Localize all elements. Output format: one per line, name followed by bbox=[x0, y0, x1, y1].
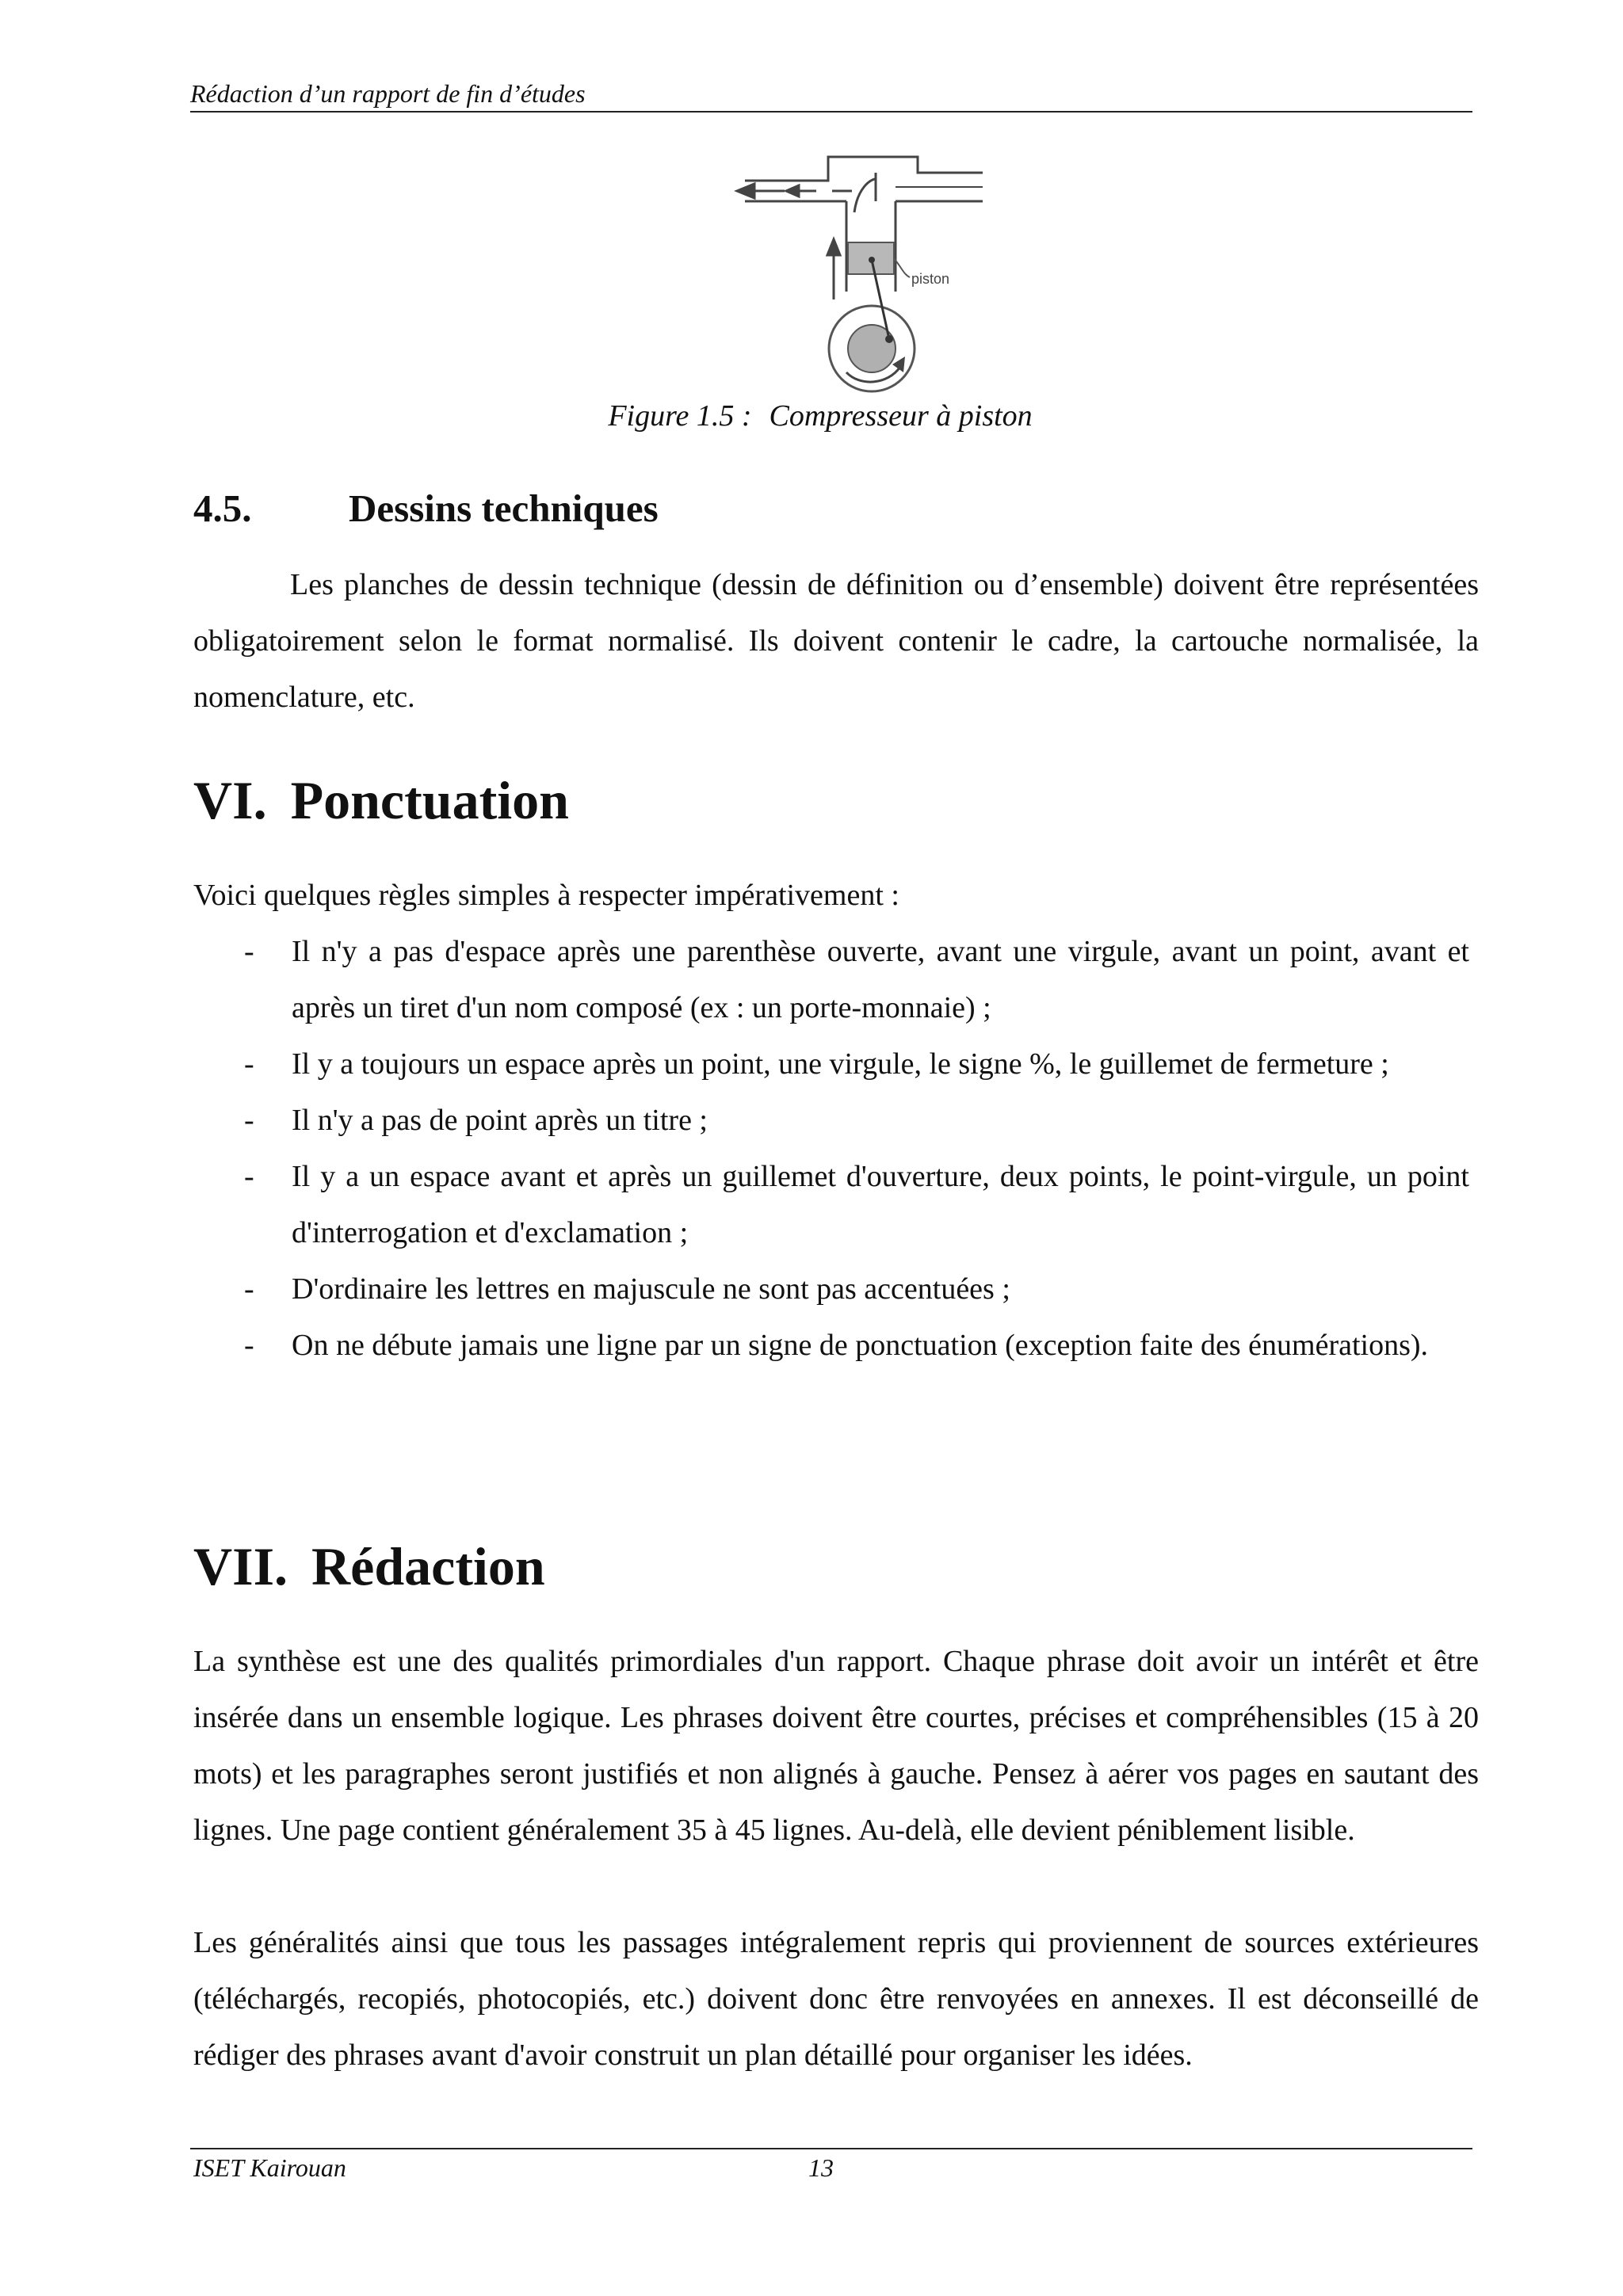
list-dash: - bbox=[244, 1047, 254, 1081]
stroke-arrow-head bbox=[827, 239, 840, 255]
piston-compressor-diagram bbox=[713, 141, 999, 395]
chapter-number: VI. bbox=[193, 770, 267, 830]
ponctuation-rules-list bbox=[193, 924, 1469, 1374]
figure-caption bbox=[0, 396, 1623, 436]
list-item: - Il n'y a pas d'espace après une parenthèse ouverte, avant une virgule, avant un point, avant et après un tiret d'un nom composé (ex : un porte-monnaie) ; bbox=[193, 924, 1469, 1036]
outlet-arrow-head-2 bbox=[786, 185, 799, 196]
rod-top-pin bbox=[869, 257, 875, 263]
list-item: - Il n'y a pas de point après un titre ; bbox=[193, 1093, 1469, 1149]
section-title: Dessins techniques bbox=[349, 486, 659, 530]
list-item: - D'ordinaire les lettres en majuscule ne sont pas accentuées ; bbox=[193, 1261, 1469, 1318]
list-dash: - bbox=[244, 1160, 254, 1193]
chapter-heading-redaction bbox=[193, 1535, 545, 1598]
footer-divider bbox=[190, 2148, 1472, 2149]
chapter-title: Ponctuation bbox=[290, 770, 569, 830]
list-item: - On ne débute jamais une ligne par un signe de ponctuation (exception faite des énumérations). bbox=[193, 1318, 1469, 1374]
list-dash: - bbox=[244, 1272, 254, 1306]
section-number: 4.5. bbox=[193, 486, 252, 530]
paragraph-dessins-techniques: Les planches de dessin technique (dessin de définition ou d’ensemble) doivent être représentées obligatoirement selon le format normalisé. Ils doivent contenir le cadre, la cartouche normalisée, la nomenclature, etc. bbox=[193, 568, 1479, 714]
piston-label: piston bbox=[911, 271, 950, 287]
list-dash: - bbox=[244, 1104, 254, 1137]
section-heading-4-5 bbox=[193, 485, 659, 532]
page-number: 13 bbox=[808, 2153, 834, 2182]
list-dash: - bbox=[244, 935, 254, 968]
valve-flap bbox=[854, 179, 876, 212]
chapter-title: Rédaction bbox=[311, 1536, 545, 1596]
list-dash: - bbox=[244, 1329, 254, 1362]
running-header: Rédaction d’un rapport de fin d’études bbox=[190, 79, 586, 108]
header-divider bbox=[190, 111, 1472, 113]
figure-number: Figure 1.5 : bbox=[608, 399, 752, 433]
list-item: - Il y a toujours un espace après un point, une virgule, le signe %, le guillemet de fermeture ; bbox=[193, 1036, 1469, 1093]
chapter-number: VII. bbox=[193, 1536, 288, 1596]
figure-caption-text: Compresseur à piston bbox=[769, 399, 1033, 433]
footer-institution: ISET Kairouan bbox=[193, 2153, 346, 2182]
paragraph-redaction-1: La synthèse est une des qualités primordiales d'un rapport. Chaque phrase doit avoir un intérêt et être insérée dans un ensemble logique. Les phrases doivent être courtes, précises et compréhensibles (15 à 20 mots) et les paragraphes seront justifiés et non alignés à gauche. Pensez à aérer vos pages en sautant des lignes. Une page contient généralement 35 à 45 lignes. Au-delà, elle devient péniblement lisible. bbox=[193, 1645, 1479, 1847]
rod-crank-pin bbox=[885, 335, 893, 343]
paragraph-redaction-2: Les généralités ainsi que tous les passages intégralement repris qui proviennent de sources extérieures (téléchargés, recopiés, photocopiés, etc.) doivent donc être renvoyées en annexes. Il est déconseillé de rédiger des phrases avant d'avoir construit un plan détaillé pour organiser les idées. bbox=[193, 1926, 1479, 2072]
list-item: - Il y a un espace avant et après un guillemet d'ouverture, deux points, le point-virgule, un point d'interrogation et d'exclamation ; bbox=[193, 1149, 1469, 1261]
ponctuation-intro: Voici quelques règles simples à respecter impérativement : bbox=[193, 879, 899, 912]
outlet-arrow-head bbox=[737, 184, 754, 198]
pipe-top-outline bbox=[745, 157, 983, 181]
chapter-heading-ponctuation bbox=[193, 769, 569, 832]
